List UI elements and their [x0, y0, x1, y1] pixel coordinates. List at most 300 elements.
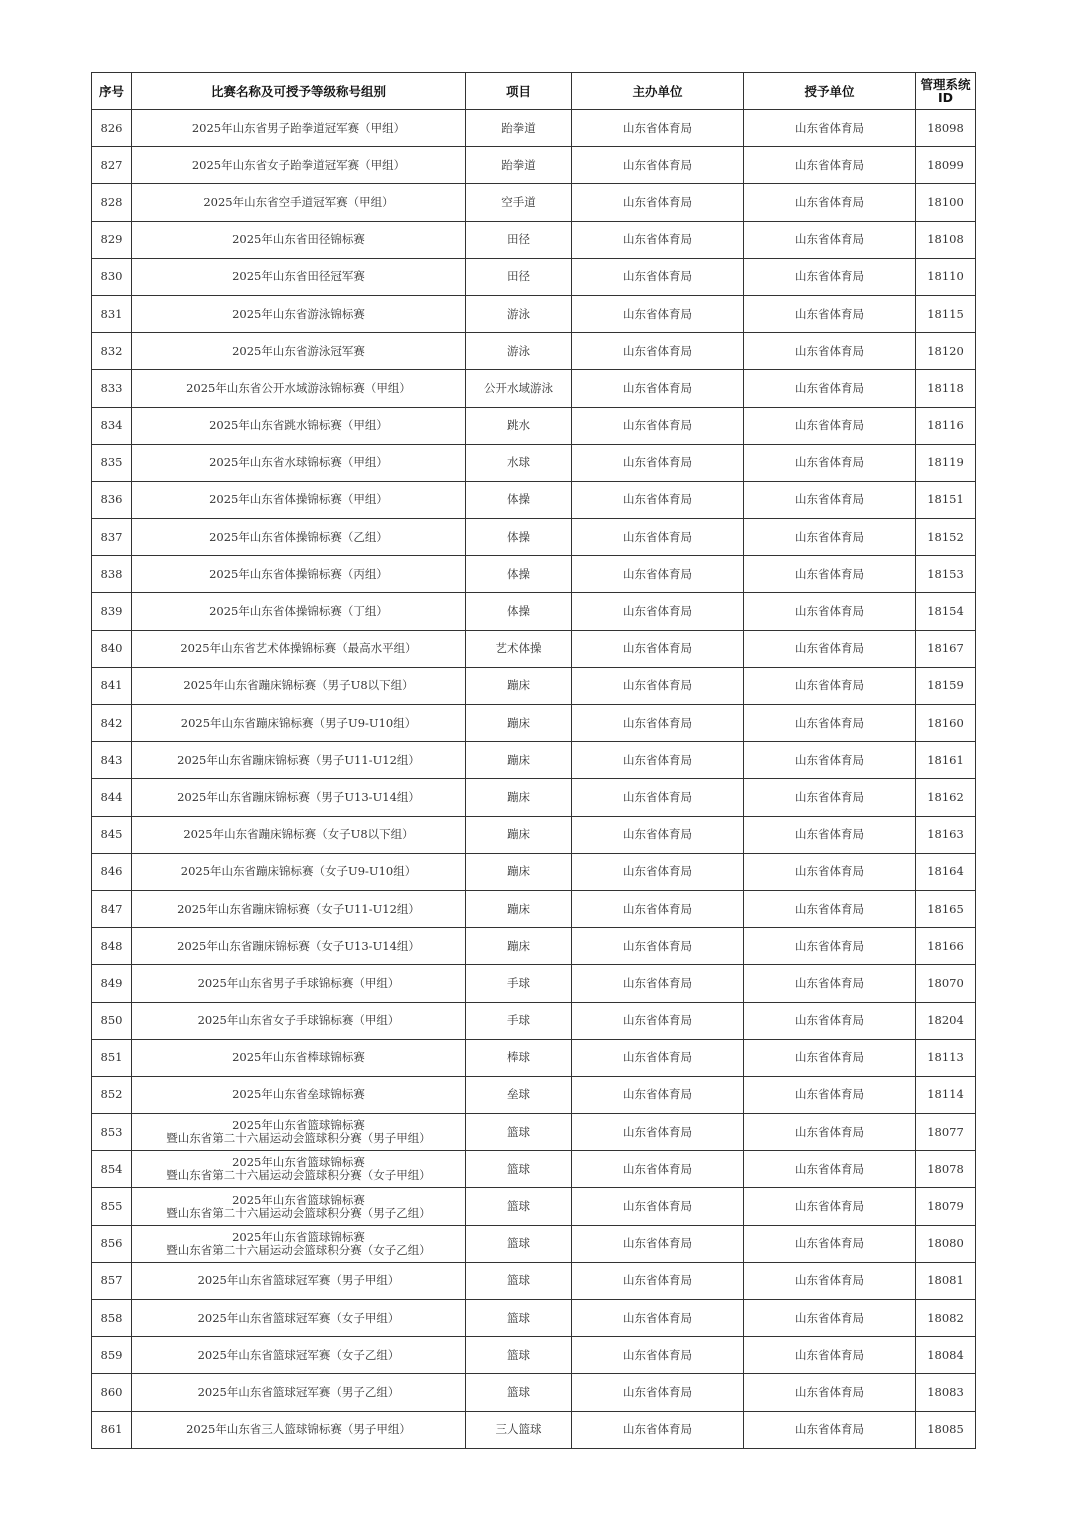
cell-competition-name	[132, 1188, 466, 1225]
cell-host-unit: 山东省体育局	[572, 1225, 744, 1262]
table-row	[92, 221, 976, 258]
table-header-row	[92, 73, 976, 110]
cell-grantor-unit: 山东省体育局	[744, 370, 916, 407]
competition-name-line1: 2025年山东省篮球冠军赛（女子乙组）	[197, 1347, 400, 1362]
competition-table	[91, 72, 976, 1449]
cell-system-id: 18159	[916, 667, 976, 704]
cell-host-unit: 山东省体育局	[572, 1300, 744, 1337]
competition-name-line1: 2025年山东省男子跆拳道冠军赛（甲组）	[191, 120, 406, 135]
competition-name-line2: 暨山东省第二十六届运动会篮球积分赛（女子甲组）	[166, 1168, 431, 1183]
cell-system-id: 18120	[916, 333, 976, 370]
cell-host-unit: 山东省体育局	[572, 1411, 744, 1448]
competition-name-line1: 2025年山东省篮球冠军赛（男子乙组）	[197, 1384, 400, 1399]
cell-sport: 篮球	[466, 1151, 572, 1188]
competition-name-line1: 2025年山东省篮球冠军赛（女子甲组）	[197, 1310, 400, 1325]
cell-sport: 游泳	[466, 295, 572, 332]
table-row	[92, 779, 976, 816]
competition-name-line1: 2025年山东省垒球锦标赛	[232, 1087, 365, 1102]
cell-grantor-unit: 山东省体育局	[744, 519, 916, 556]
cell-grantor-unit: 山东省体育局	[744, 556, 916, 593]
cell-host-unit: 山东省体育局	[572, 556, 744, 593]
cell-sport: 跆拳道	[466, 147, 572, 184]
cell-host-unit: 山东省体育局	[572, 965, 744, 1002]
cell-serial-no: 829	[92, 221, 132, 258]
cell-competition-name	[132, 1411, 466, 1448]
header-system-id-line2: ID	[937, 90, 954, 105]
cell-serial-no: 826	[92, 110, 132, 147]
cell-serial-no: 834	[92, 407, 132, 444]
cell-competition-name	[132, 1374, 466, 1411]
competition-name-line1: 2025年山东省田径冠军赛	[232, 269, 365, 284]
cell-host-unit: 山东省体育局	[572, 630, 744, 667]
cell-competition-name	[132, 556, 466, 593]
cell-host-unit: 山东省体育局	[572, 184, 744, 221]
table-row	[92, 742, 976, 779]
cell-system-id: 18165	[916, 890, 976, 927]
table-row	[92, 1225, 976, 1262]
cell-grantor-unit: 山东省体育局	[744, 667, 916, 704]
competition-name-line1: 2025年山东省游泳冠军赛	[232, 343, 365, 358]
cell-sport: 蹦床	[466, 853, 572, 890]
competition-name-line1: 2025年山东省篮球锦标赛	[232, 1192, 365, 1207]
table-row	[92, 630, 976, 667]
competition-name-line1: 2025年山东省体操锦标赛（丁组）	[209, 604, 388, 619]
cell-grantor-unit: 山东省体育局	[744, 853, 916, 890]
header-system-id-line1: 管理系统	[920, 77, 971, 92]
cell-host-unit: 山东省体育局	[572, 1114, 744, 1151]
cell-serial-no: 855	[92, 1188, 132, 1225]
cell-serial-no: 857	[92, 1262, 132, 1299]
cell-grantor-unit: 山东省体育局	[744, 742, 916, 779]
cell-serial-no: 858	[92, 1300, 132, 1337]
cell-competition-name	[132, 184, 466, 221]
cell-competition-name	[132, 481, 466, 518]
cell-sport: 垒球	[466, 1076, 572, 1113]
competition-name-line1: 2025年山东省蹦床锦标赛（男子U13-U14组）	[177, 789, 420, 804]
cell-competition-name	[132, 667, 466, 704]
cell-serial-no: 831	[92, 295, 132, 332]
competition-name-line1: 2025年山东省女子跆拳道冠军赛（甲组）	[191, 157, 406, 172]
cell-system-id: 18099	[916, 147, 976, 184]
cell-serial-no: 861	[92, 1411, 132, 1448]
cell-sport: 篮球	[466, 1188, 572, 1225]
competition-name-line1: 2025年山东省空手道冠军赛（甲组）	[203, 194, 394, 209]
cell-competition-name	[132, 1039, 466, 1076]
cell-host-unit: 山东省体育局	[572, 110, 744, 147]
competition-name-line1: 2025年山东省体操锦标赛（乙组）	[209, 529, 388, 544]
table-row	[92, 1262, 976, 1299]
cell-system-id: 18164	[916, 853, 976, 890]
cell-competition-name	[132, 407, 466, 444]
cell-host-unit: 山东省体育局	[572, 705, 744, 742]
cell-system-id: 18116	[916, 407, 976, 444]
competition-name-line2: 暨山东省第二十六届运动会篮球积分赛（男子乙组）	[166, 1205, 431, 1220]
table-row	[92, 1300, 976, 1337]
cell-grantor-unit: 山东省体育局	[744, 1411, 916, 1448]
cell-competition-name	[132, 1114, 466, 1151]
competition-name-line1: 2025年山东省男子手球锦标赛（甲组）	[197, 975, 400, 990]
table-row	[92, 1076, 976, 1113]
cell-sport: 蹦床	[466, 667, 572, 704]
cell-competition-name	[132, 258, 466, 295]
cell-system-id: 18081	[916, 1262, 976, 1299]
cell-sport: 棒球	[466, 1039, 572, 1076]
cell-sport: 篮球	[466, 1337, 572, 1374]
header-host-unit: 主办单位	[572, 73, 744, 110]
cell-host-unit: 山东省体育局	[572, 370, 744, 407]
cell-sport: 艺术体操	[466, 630, 572, 667]
table-row	[92, 705, 976, 742]
cell-system-id: 18080	[916, 1225, 976, 1262]
competition-name-line2: 暨山东省第二十六届运动会篮球积分赛（女子乙组）	[166, 1242, 431, 1257]
competition-name-line1: 2025年山东省篮球锦标赛	[232, 1229, 365, 1244]
competition-name-line1: 2025年山东省游泳锦标赛	[232, 306, 365, 321]
cell-sport: 空手道	[466, 184, 572, 221]
competition-name-line1: 2025年山东省公开水域游泳锦标赛（甲组）	[186, 380, 411, 395]
cell-system-id: 18119	[916, 444, 976, 481]
competition-name-line1: 2025年山东省女子手球锦标赛（甲组）	[197, 1013, 400, 1028]
competition-name-line1: 2025年山东省蹦床锦标赛（男子U8以下组）	[183, 678, 414, 693]
table-row	[92, 519, 976, 556]
competition-name-line1: 2025年山东省蹦床锦标赛（男子U9-U10组）	[180, 715, 417, 730]
cell-host-unit: 山东省体育局	[572, 1076, 744, 1113]
cell-grantor-unit: 山东省体育局	[744, 1002, 916, 1039]
cell-competition-name	[132, 1300, 466, 1337]
competition-name-line1: 2025年山东省蹦床锦标赛（女子U11-U12组）	[177, 901, 420, 916]
cell-grantor-unit: 山东省体育局	[744, 295, 916, 332]
cell-system-id: 18079	[916, 1188, 976, 1225]
header-competition-name: 比赛名称及可授予等级称号组别	[132, 73, 466, 110]
cell-grantor-unit: 山东省体育局	[744, 184, 916, 221]
cell-host-unit: 山东省体育局	[572, 147, 744, 184]
cell-sport: 蹦床	[466, 779, 572, 816]
cell-serial-no: 840	[92, 630, 132, 667]
competition-name-line1: 2025年山东省三人篮球锦标赛（男子甲组）	[186, 1422, 411, 1437]
cell-competition-name	[132, 370, 466, 407]
cell-host-unit: 山东省体育局	[572, 890, 744, 927]
cell-competition-name	[132, 147, 466, 184]
cell-grantor-unit: 山东省体育局	[744, 928, 916, 965]
competition-name-line1: 2025年山东省蹦床锦标赛（女子U9-U10组）	[180, 864, 417, 879]
cell-system-id: 18118	[916, 370, 976, 407]
cell-competition-name	[132, 742, 466, 779]
cell-competition-name	[132, 444, 466, 481]
cell-serial-no: 849	[92, 965, 132, 1002]
table-row	[92, 667, 976, 704]
cell-host-unit: 山东省体育局	[572, 221, 744, 258]
cell-serial-no: 839	[92, 593, 132, 630]
cell-sport: 体操	[466, 519, 572, 556]
cell-host-unit: 山东省体育局	[572, 1188, 744, 1225]
competition-name-line1: 2025年山东省艺术体操锦标赛（最高水平组）	[180, 641, 417, 656]
cell-system-id: 18154	[916, 593, 976, 630]
cell-serial-no: 845	[92, 816, 132, 853]
cell-serial-no: 852	[92, 1076, 132, 1113]
cell-host-unit: 山东省体育局	[572, 1374, 744, 1411]
header-serial-no: 序号	[92, 73, 132, 110]
cell-sport: 三人篮球	[466, 1411, 572, 1448]
cell-competition-name	[132, 705, 466, 742]
competition-name-line1: 2025年山东省蹦床锦标赛（男子U11-U12组）	[177, 752, 420, 767]
table-row	[92, 258, 976, 295]
table-row	[92, 816, 976, 853]
cell-grantor-unit: 山东省体育局	[744, 593, 916, 630]
cell-serial-no: 848	[92, 928, 132, 965]
cell-sport: 田径	[466, 221, 572, 258]
table-row	[92, 444, 976, 481]
cell-sport: 蹦床	[466, 742, 572, 779]
table-row	[92, 184, 976, 221]
cell-competition-name	[132, 1076, 466, 1113]
cell-sport: 田径	[466, 258, 572, 295]
cell-competition-name	[132, 1225, 466, 1262]
table-row	[92, 147, 976, 184]
cell-serial-no: 838	[92, 556, 132, 593]
cell-grantor-unit: 山东省体育局	[744, 890, 916, 927]
cell-sport: 体操	[466, 593, 572, 630]
table-row	[92, 481, 976, 518]
cell-sport: 篮球	[466, 1114, 572, 1151]
cell-system-id: 18204	[916, 1002, 976, 1039]
cell-sport: 跆拳道	[466, 110, 572, 147]
cell-system-id: 18113	[916, 1039, 976, 1076]
cell-grantor-unit: 山东省体育局	[744, 333, 916, 370]
cell-serial-no: 837	[92, 519, 132, 556]
table-row	[92, 1337, 976, 1374]
cell-host-unit: 山东省体育局	[572, 444, 744, 481]
cell-grantor-unit: 山东省体育局	[744, 1039, 916, 1076]
table-row	[92, 333, 976, 370]
cell-host-unit: 山东省体育局	[572, 407, 744, 444]
cell-serial-no: 836	[92, 481, 132, 518]
cell-sport: 手球	[466, 1002, 572, 1039]
cell-serial-no: 833	[92, 370, 132, 407]
cell-system-id: 18115	[916, 295, 976, 332]
cell-system-id: 18161	[916, 742, 976, 779]
table-row	[92, 1188, 976, 1225]
cell-grantor-unit: 山东省体育局	[744, 1262, 916, 1299]
competition-name-line2: 暨山东省第二十六届运动会篮球积分赛（男子甲组）	[166, 1131, 431, 1146]
header-sport: 项目	[466, 73, 572, 110]
cell-competition-name	[132, 519, 466, 556]
table-row	[92, 295, 976, 332]
cell-system-id: 18083	[916, 1374, 976, 1411]
cell-sport: 公开水域游泳	[466, 370, 572, 407]
cell-host-unit: 山东省体育局	[572, 1337, 744, 1374]
cell-host-unit: 山东省体育局	[572, 853, 744, 890]
cell-grantor-unit: 山东省体育局	[744, 630, 916, 667]
cell-system-id: 18108	[916, 221, 976, 258]
cell-grantor-unit: 山东省体育局	[744, 1374, 916, 1411]
cell-host-unit: 山东省体育局	[572, 333, 744, 370]
cell-competition-name	[132, 928, 466, 965]
cell-host-unit: 山东省体育局	[572, 1262, 744, 1299]
cell-grantor-unit: 山东省体育局	[744, 779, 916, 816]
cell-grantor-unit: 山东省体育局	[744, 816, 916, 853]
table-row	[92, 556, 976, 593]
table-row	[92, 928, 976, 965]
table-row	[92, 1039, 976, 1076]
cell-serial-no: 846	[92, 853, 132, 890]
cell-serial-no: 828	[92, 184, 132, 221]
cell-grantor-unit: 山东省体育局	[744, 705, 916, 742]
cell-serial-no: 843	[92, 742, 132, 779]
cell-system-id: 18077	[916, 1114, 976, 1151]
cell-host-unit: 山东省体育局	[572, 593, 744, 630]
competition-name-line1: 2025年山东省蹦床锦标赛（女子U8以下组）	[183, 827, 414, 842]
competition-name-line1: 2025年山东省蹦床锦标赛（女子U13-U14组）	[177, 938, 420, 953]
cell-serial-no: 841	[92, 667, 132, 704]
table-row	[92, 1114, 976, 1151]
cell-competition-name	[132, 1337, 466, 1374]
cell-system-id: 18100	[916, 184, 976, 221]
table-row	[92, 965, 976, 1002]
competition-name-line1: 2025年山东省跳水锦标赛（甲组）	[209, 418, 388, 433]
cell-competition-name	[132, 1002, 466, 1039]
cell-competition-name	[132, 333, 466, 370]
table-row	[92, 1002, 976, 1039]
table-row	[92, 110, 976, 147]
competition-name-line1: 2025年山东省田径锦标赛	[232, 232, 365, 247]
cell-host-unit: 山东省体育局	[572, 667, 744, 704]
cell-grantor-unit: 山东省体育局	[744, 481, 916, 518]
cell-grantor-unit: 山东省体育局	[744, 1337, 916, 1374]
cell-grantor-unit: 山东省体育局	[744, 1076, 916, 1113]
competition-name-line1: 2025年山东省篮球冠军赛（男子甲组）	[197, 1273, 400, 1288]
cell-grantor-unit: 山东省体育局	[744, 1151, 916, 1188]
cell-sport: 水球	[466, 444, 572, 481]
table-row	[92, 1374, 976, 1411]
table-row	[92, 1411, 976, 1448]
cell-grantor-unit: 山东省体育局	[744, 258, 916, 295]
cell-host-unit: 山东省体育局	[572, 779, 744, 816]
cell-sport: 手球	[466, 965, 572, 1002]
cell-serial-no: 847	[92, 890, 132, 927]
cell-host-unit: 山东省体育局	[572, 1151, 744, 1188]
cell-grantor-unit: 山东省体育局	[744, 407, 916, 444]
cell-grantor-unit: 山东省体育局	[744, 444, 916, 481]
cell-system-id: 18167	[916, 630, 976, 667]
cell-serial-no: 842	[92, 705, 132, 742]
table-row	[92, 890, 976, 927]
cell-sport: 体操	[466, 556, 572, 593]
cell-serial-no: 844	[92, 779, 132, 816]
cell-host-unit: 山东省体育局	[572, 1002, 744, 1039]
cell-system-id: 18166	[916, 928, 976, 965]
cell-system-id: 18085	[916, 1411, 976, 1448]
cell-competition-name	[132, 593, 466, 630]
cell-host-unit: 山东省体育局	[572, 295, 744, 332]
cell-sport: 蹦床	[466, 816, 572, 853]
cell-serial-no: 853	[92, 1114, 132, 1151]
cell-system-id: 18082	[916, 1300, 976, 1337]
cell-serial-no: 827	[92, 147, 132, 184]
competition-name-line1: 2025年山东省体操锦标赛（甲组）	[209, 492, 388, 507]
cell-host-unit: 山东省体育局	[572, 519, 744, 556]
header-system-id	[916, 73, 976, 110]
cell-sport: 游泳	[466, 333, 572, 370]
cell-host-unit: 山东省体育局	[572, 742, 744, 779]
cell-system-id: 18151	[916, 481, 976, 518]
cell-grantor-unit: 山东省体育局	[744, 110, 916, 147]
cell-sport: 蹦床	[466, 928, 572, 965]
cell-grantor-unit: 山东省体育局	[744, 1225, 916, 1262]
cell-competition-name	[132, 221, 466, 258]
cell-sport: 体操	[466, 481, 572, 518]
cell-grantor-unit: 山东省体育局	[744, 1188, 916, 1225]
cell-system-id: 18084	[916, 1337, 976, 1374]
cell-serial-no: 860	[92, 1374, 132, 1411]
cell-grantor-unit: 山东省体育局	[744, 1114, 916, 1151]
cell-system-id: 18153	[916, 556, 976, 593]
cell-sport: 跳水	[466, 407, 572, 444]
cell-system-id: 18114	[916, 1076, 976, 1113]
cell-host-unit: 山东省体育局	[572, 928, 744, 965]
cell-host-unit: 山东省体育局	[572, 816, 744, 853]
cell-competition-name	[132, 890, 466, 927]
cell-competition-name	[132, 1151, 466, 1188]
cell-system-id: 18160	[916, 705, 976, 742]
competition-name-line1: 2025年山东省棒球锦标赛	[232, 1050, 365, 1065]
cell-host-unit: 山东省体育局	[572, 1039, 744, 1076]
cell-competition-name	[132, 816, 466, 853]
cell-system-id: 18152	[916, 519, 976, 556]
cell-serial-no: 850	[92, 1002, 132, 1039]
table-row	[92, 370, 976, 407]
header-grantor-unit: 授予单位	[744, 73, 916, 110]
cell-grantor-unit: 山东省体育局	[744, 1300, 916, 1337]
competition-name-line1: 2025年山东省体操锦标赛（丙组）	[209, 566, 388, 581]
cell-competition-name	[132, 853, 466, 890]
cell-sport: 蹦床	[466, 705, 572, 742]
cell-grantor-unit: 山东省体育局	[744, 221, 916, 258]
cell-host-unit: 山东省体育局	[572, 258, 744, 295]
cell-serial-no: 856	[92, 1225, 132, 1262]
cell-sport: 篮球	[466, 1262, 572, 1299]
competition-name-line1: 2025年山东省篮球锦标赛	[232, 1155, 365, 1170]
cell-system-id: 18163	[916, 816, 976, 853]
cell-sport: 蹦床	[466, 890, 572, 927]
competition-name-line1: 2025年山东省篮球锦标赛	[232, 1118, 365, 1133]
cell-serial-no: 832	[92, 333, 132, 370]
cell-system-id: 18078	[916, 1151, 976, 1188]
cell-sport: 篮球	[466, 1225, 572, 1262]
table-row	[92, 853, 976, 890]
cell-system-id: 18070	[916, 965, 976, 1002]
cell-system-id: 18110	[916, 258, 976, 295]
cell-serial-no: 851	[92, 1039, 132, 1076]
cell-competition-name	[132, 295, 466, 332]
cell-serial-no: 854	[92, 1151, 132, 1188]
cell-competition-name	[132, 779, 466, 816]
table-row	[92, 407, 976, 444]
table-row	[92, 1151, 976, 1188]
cell-grantor-unit: 山东省体育局	[744, 147, 916, 184]
cell-sport: 篮球	[466, 1300, 572, 1337]
cell-competition-name	[132, 1262, 466, 1299]
cell-competition-name	[132, 110, 466, 147]
table-row	[92, 593, 976, 630]
cell-host-unit: 山东省体育局	[572, 481, 744, 518]
cell-competition-name	[132, 630, 466, 667]
cell-sport: 篮球	[466, 1374, 572, 1411]
cell-serial-no: 830	[92, 258, 132, 295]
cell-serial-no: 835	[92, 444, 132, 481]
cell-competition-name	[132, 965, 466, 1002]
competition-name-line1: 2025年山东省水球锦标赛（甲组）	[209, 455, 388, 470]
cell-system-id: 18162	[916, 779, 976, 816]
cell-grantor-unit: 山东省体育局	[744, 965, 916, 1002]
